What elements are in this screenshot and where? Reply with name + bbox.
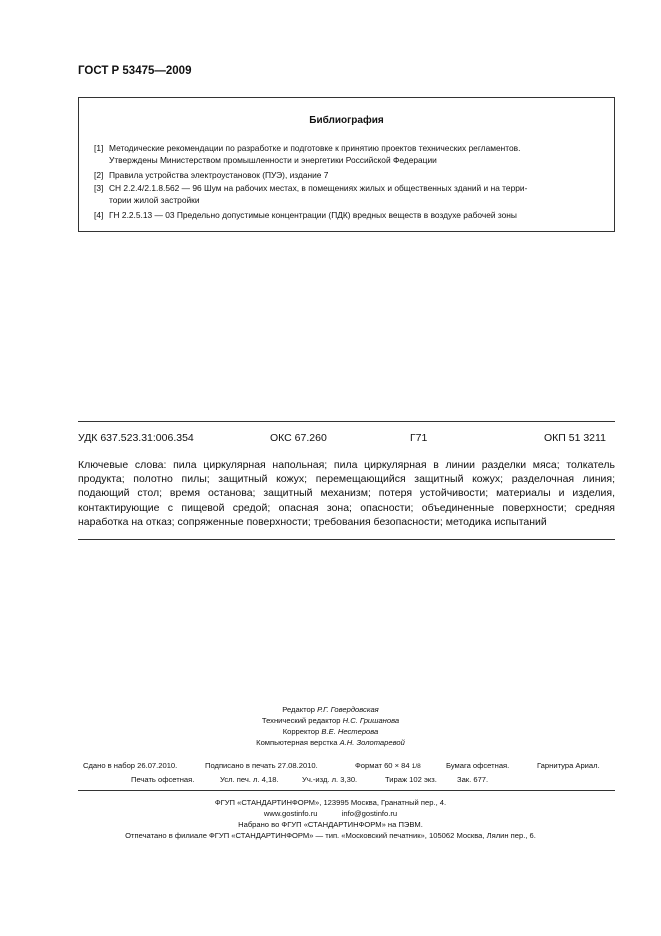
typeset-note: Набрано во ФГУП «СТАНДАРТИНФОРМ» на ПЭВМ. [238,820,423,829]
keywords-paragraph: Ключевые слова: пила циркулярная напольная; пила циркулярная в линии разделки мяса; толкатель продукта; полотно пилы; защитный кожух; перемещающийся защитный кожух; разделочная линия; подающий стол; время останова; защитный механизм; потеря устойчивости; материалы и изделия, контактирующие с пищевой средой; опасная зона; опасности; объединенные поверхности; средняя наработка на отказ; сопряженные поверхности; требования безопасности; методика испытаний [78,459,615,528]
printed-sheets: Усл. печ. л. 4,18. [220,775,279,784]
entry-number: [2] [94,170,104,180]
publisher-email: info@gostinfo.ru [341,809,398,818]
footer-divider [78,790,615,791]
entry-text: Правила устройства электроустановок (ПУЭ), издание 7 [109,170,329,180]
entry-text-continued: тории жилой застройки [109,195,200,206]
layout-line [0,738,661,747]
layout-name: А.Н. Золотаревой [339,738,405,747]
tech-editor-label: Технический редактор [261,716,341,725]
order-number: Зак. 677. [457,775,489,784]
printed-note: Отпечатано в филиале ФГУП «СТАНДАРТИНФОРМ» — тип. «Московский печатник», 105062 Москва, Лялин пер., 6. [125,831,536,840]
corrector-label: Корректор [282,727,320,736]
signed-date: Подписано в печать 27.08.2010. [205,761,318,770]
document-id: ГОСТ Р 53475—2009 [78,65,192,77]
entry-number: [1] [94,143,104,153]
layout-label: Компьютерная верстка [256,738,338,747]
bottom-divider [78,539,615,540]
editor-label: Редактор [282,705,315,714]
paper-format [355,761,421,770]
print-type: Печать офсетная. [131,775,195,784]
entry-number: [4] [94,210,104,220]
font-family-note: Гарнитура Ариал. [537,761,600,770]
corrector-line [0,727,661,736]
tech-editor-line [0,716,661,725]
print-run: Тираж 102 экз. [385,775,437,784]
entry-number: [3] [94,183,104,193]
udk-code: УДК 637.523.31:006.354 [78,432,194,444]
entry-text: СН 2.2.4/2.1.8.562 — 96 Шум на рабочих местах, в помещениях жилых и общественных зданий и на терри- [109,183,528,193]
okp-code: ОКП 51 3211 [544,432,606,444]
publisher-address: ФГУП «СТАНДАРТИНФОРМ», 123995 Москва, Гранатный пер., 4. [214,798,447,807]
entry-text: Методические рекомендации по разработке и подготовке к принятию проектов технических регламентов. [109,143,521,153]
entry-text: ГН 2.2.5.13 — 03 Предельно допустимые концентрации (ПДК) вредных веществ в воздухе рабочей зоны [109,210,517,220]
bibliography-title: Библиография [309,115,384,126]
bibliography-entry [94,169,600,181]
tech-editor-name: Н.С. Гришанова [342,716,400,725]
submitted-date: Сдано в набор 26.07.2010. [83,761,178,770]
editor-line [0,705,661,714]
group-code: Г71 [410,432,428,444]
publisher-contacts [0,809,661,818]
entry-text-continued: Утверждены Министерством промышленности и энергетики Российской Федерации [109,155,437,166]
top-divider [78,421,615,422]
publisher-sheets: Уч.-изд. л. 3,30. [302,775,358,784]
bibliography-entry [94,209,600,221]
paper-type: Бумага офсетная. [446,761,510,770]
corrector-name: В.Е. Нестерова [321,727,379,736]
format-text: Формат 60 × 84 [355,761,410,770]
bibliography-box [78,97,615,232]
oks-code: ОКС 67.260 [270,432,327,444]
bibliography-entry [94,182,600,207]
editor-name: Р.Г. Говердовская [317,705,379,714]
bibliography-entry [94,142,600,167]
publisher-website: www.gostinfo.ru [263,809,318,818]
format-fraction: 1/8 [411,763,421,770]
